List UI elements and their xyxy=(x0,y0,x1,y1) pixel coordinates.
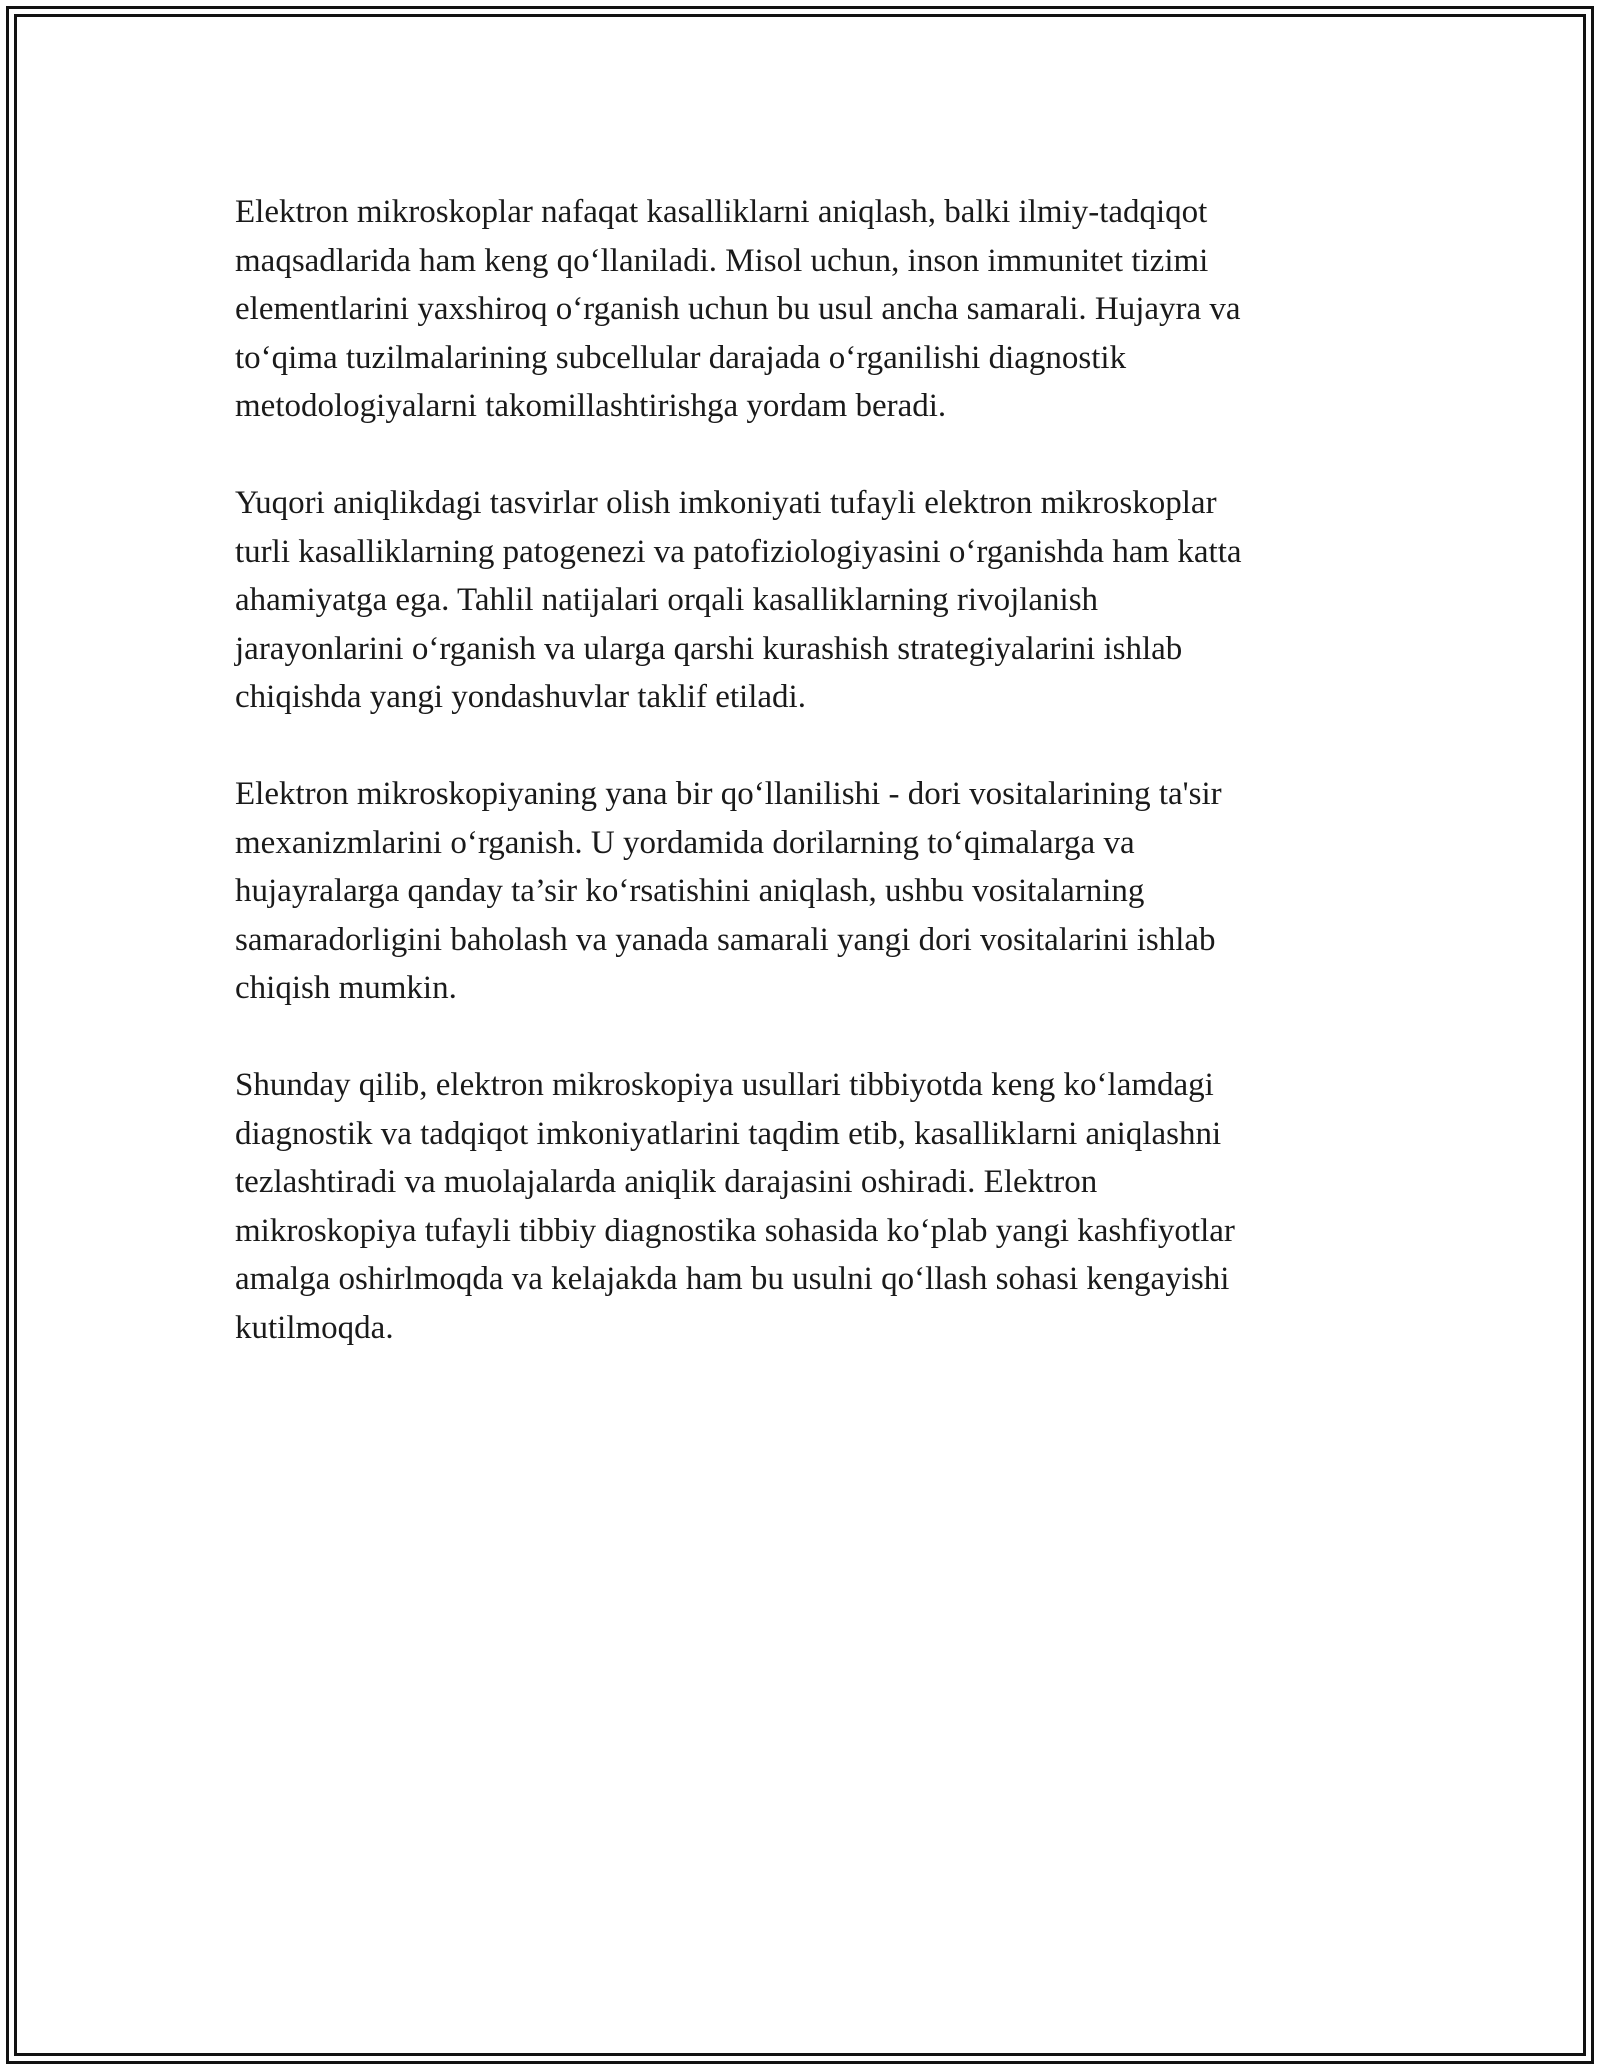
paragraph-drug-mechanisms: Elektron mikroskopiyaning yana bir qo‘llanilishi - dori vositalarining ta'sir mexanizmlarini o‘rganish. U yordamida dorilarning to‘qimalarga va hujayralarga qanday ta’sir ko‘rsatishini aniqlash, ushbu vositalarning samaradorligini baholash va yanada samarali yangi dori vositalarini ishlab chiqish mumkin. xyxy=(235,776,1222,1006)
document-body xyxy=(235,188,1365,1401)
paragraph-pathogenesis: Yuqori aniqlikdagi tasvirlar olish imkoniyati tufayli elektron mikroskoplar turli kasalliklarning patogenezi va patofiziologiyasini o‘rganishda ham katta ahamiyatga ega. Tahlil natijalari orqali kasalliklarning rivojlanish jarayonlarini o‘rganish va ularga qarshi kurashish strategiyalarini ishlab chiqishda yangi yondashuvlar taklif etiladi. xyxy=(235,485,1242,715)
paragraph-research-use: Elektron mikroskoplar nafaqat kasalliklarni aniqlash, balki ilmiy-tadqiqot maqsadlarida ham keng qo‘llaniladi. Misol uchun, inson immunitet tizimi elementlarini yaxshiroq o‘rganish uchun bu usul ancha samarali. Hujayra va to‘qima tuzilmalarining subcellular darajada o‘rganilishi diagnostik metodologiyalarni takomillashtirishga yordam beradi. xyxy=(235,194,1241,424)
paragraph-conclusion: Shunday qilib, elektron mikroskopiya usullari tibbiyotda keng ko‘lamdagi diagnostik va tadqiqot imkoniyatlarini taqdim etib, kasalliklarni aniqlashni tezlashtiradi va muolajalarda aniqlik darajasini oshiradi. Elektron mikroskopiya tufayli tibbiy diagnostika sohasida ko‘plab yangi kashfiyotlar amalga oshirlmoqda va kelajakda ham bu usulni qo‘llash sohasi kengayishi kutilmoqda. xyxy=(235,1067,1235,1346)
